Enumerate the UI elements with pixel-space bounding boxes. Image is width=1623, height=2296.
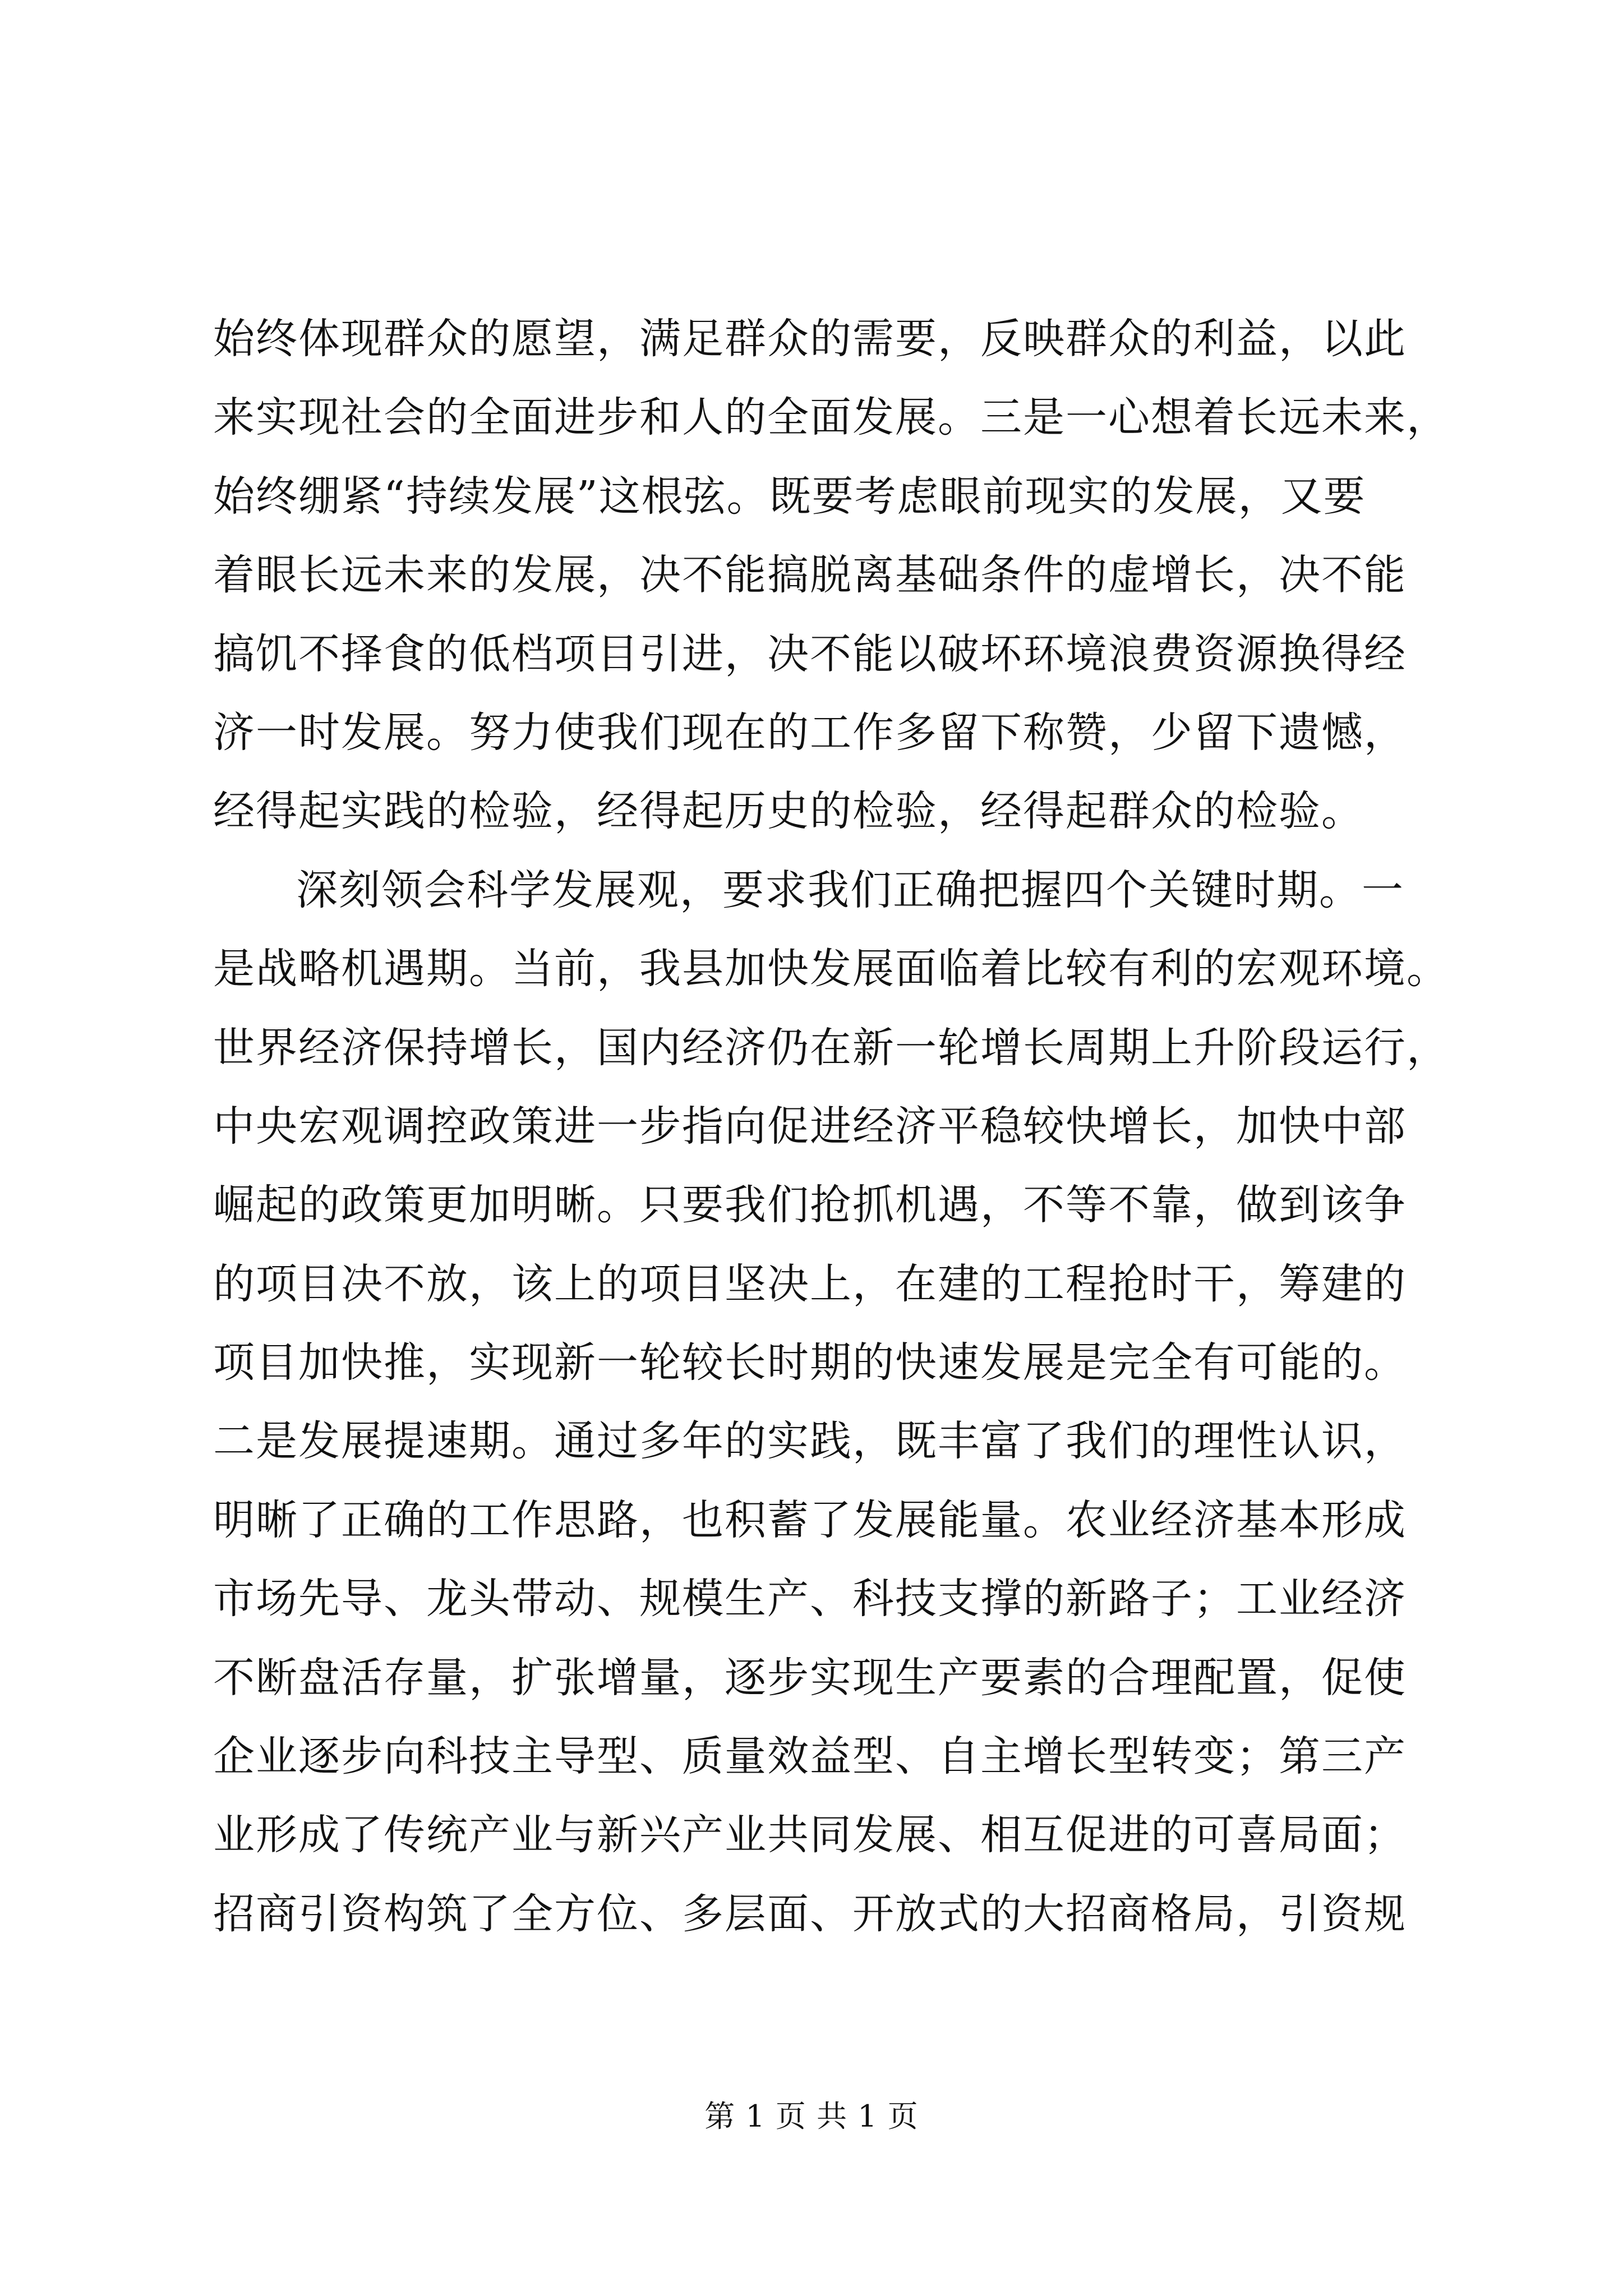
page-footer xyxy=(0,2097,1623,2136)
text-line: 始终体现群众的愿望，满足群众的需要，反映群众的利益，以此 xyxy=(213,315,1407,363)
text-line: 搞饥不择食的低档项目引进，决不能以破坏环境浪费资源换得经 xyxy=(213,629,1407,678)
text-line: 经得起实践的检验，经得起历史的检验，经得起群众的检验。 xyxy=(213,787,1364,836)
text-line: 二是发展提速期。通过多年的实践，既丰富了我们的理性认识， xyxy=(213,1417,1407,1466)
text-line: 是战略机遇期。当前，我县加快发展面临着比较有利的宏观环境。 xyxy=(213,945,1449,993)
paragraph-start-line: 深刻领会科学发展观，要求我们正确把握四个关键时期。一 xyxy=(296,866,1404,914)
text-line: 明晰了正确的工作思路，也积蓄了发展能量。农业经济基本形成 xyxy=(213,1496,1407,1544)
text-line: 崛起的政策更加明晰。只要我们抢抓机遇，不等不靠，做到该争 xyxy=(213,1181,1407,1230)
page-number-label: 第 1 页 共 1 页 xyxy=(704,2099,919,2134)
text-line: 招商引资构筑了全方位、多层面、开放式的大招商格局，引资规 xyxy=(213,1889,1407,1938)
text-line: 来实现社会的全面进步和人的全面发展。三是一心想着长远未来， xyxy=(213,393,1449,442)
body-text xyxy=(213,300,1458,1953)
text-line: 项目加快推，实现新一轮较长时期的快速发展是完全有可能的。 xyxy=(213,1338,1407,1387)
text-line: 世界经济保持增长，国内经济仍在新一轮增长周期上升阶段运行， xyxy=(213,1023,1449,1072)
text-line: 的项目决不放，该上的项目坚决上，在建的工程抢时干，筹建的 xyxy=(213,1259,1407,1308)
text-line: 不断盘活存量，扩张增量，逐步实现生产要素的合理配置，促使 xyxy=(213,1653,1407,1702)
text-line: 中央宏观调控政策进一步指向促进经济平稳较快增长，加快中部 xyxy=(213,1102,1407,1151)
text-line: 企业逐步向科技主导型、质量效益型、自主增长型转变；第三产 xyxy=(213,1732,1407,1781)
text-line: 着眼长远未来的发展，决不能搞脱离基础条件的虚增长，决不能 xyxy=(213,551,1407,600)
text-line: 业形成了传统产业与新兴产业共同发展、相互促进的可喜局面； xyxy=(213,1811,1407,1860)
text-line: 始终绷紧“持续发展”这根弦。既要考虑眼前现实的发展，又要 xyxy=(213,472,1366,521)
text-line: 济一时发展。努力使我们现在的工作多留下称赞，少留下遗憾， xyxy=(213,708,1407,757)
text-line: 市场先导、龙头带动、规模生产、科技支撑的新路子；工业经济 xyxy=(213,1575,1407,1623)
